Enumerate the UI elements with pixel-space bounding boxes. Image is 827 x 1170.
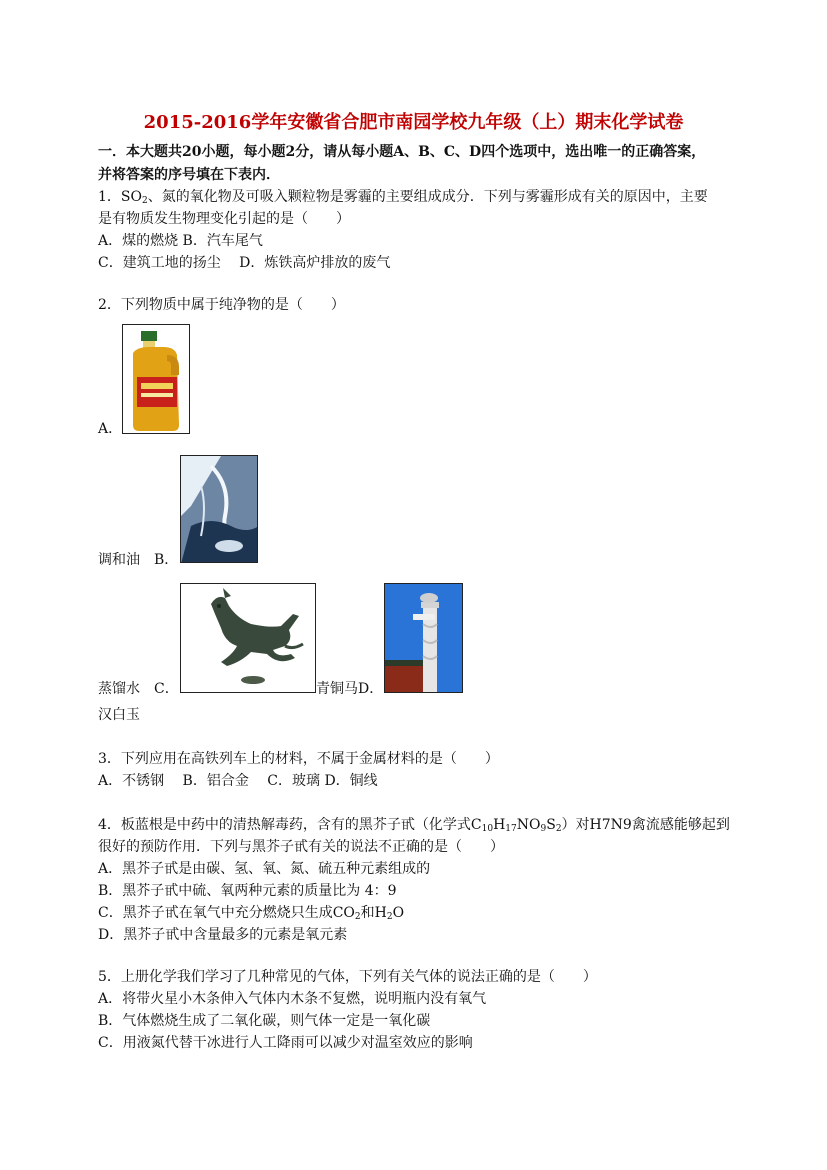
q4-option-c: C．黑芥子甙在氧气中充分燃烧只生成$CO_2$和$H_2O$ xyxy=(98,905,405,922)
q5-option-c: C．用液氮代替干冰进行人工降雨可以减少对温室效应的影响 xyxy=(98,1035,473,1051)
section-heading-line1: 一．本大题共20小题，每小题2分，请从每小题A、B、C、D四个选项中，选出唯一的正确答案， xyxy=(98,144,706,160)
q2-label-water-c: 蒸馏水 C． xyxy=(98,681,179,697)
q2-label-oil-b: 调和油 B． xyxy=(98,552,179,568)
section-heading-line2: 并将答案的序号填在下表内． xyxy=(98,167,280,183)
q4-stem-line2: 很好的预防作用．下列与黑芥子甙有关的说法不正确的是（ ） xyxy=(98,839,504,855)
q5-option-a: A．将带火星小木条伸入气体内木条不复燃，说明瓶内没有氧气 xyxy=(98,991,487,1007)
q3-options: A．不锈钢 B．铝合金 C．玻璃 D．铜线 xyxy=(98,773,378,789)
q1-options-ab: A．煤的燃烧 B．汽车尾气 xyxy=(98,233,263,249)
q4-option-b: B．黑芥子甙中硫、氧两种元素的质量比为 4：9 xyxy=(98,883,397,899)
q4-stem-line1: 4．板蓝根是中药中的清热解毒药，含有的黑芥子甙（化学式$C_{10}H_{17}NO_9S_2$）对H7N9禽流感能够起到 xyxy=(98,817,730,834)
q2-label-horse-d: 青铜马D． xyxy=(316,681,384,697)
q5-stem: 5．上册化学我们学习了几种常见的气体，下列有关气体的说法正确的是（ ） xyxy=(98,969,597,985)
q2-label-jade: 汉白玉 xyxy=(98,707,140,723)
q1-options-cd: C．建筑工地的扬尘 D．炼铁高炉排放的废气 xyxy=(98,255,391,271)
q4-option-a: A．黑芥子甙是由碳、氢、氧、氮、硫五种元素组成的 xyxy=(98,861,431,877)
q2-label-a: A． xyxy=(98,421,123,437)
q5-option-b: B．气体燃烧生成了二氧化碳，则气体一定是一氧化碳 xyxy=(98,1013,431,1029)
cooking-oil-image xyxy=(122,324,190,434)
white-jade-column-image xyxy=(384,583,463,693)
q1-stem-line1: 1．$SO_2$、氮的氧化物及可吸入颗粒物是雾霾的主要组成成分．下列与雾霾形成有关的原因中，主要 xyxy=(98,189,708,206)
q4-option-d: D．黑芥子甙中含量最多的元素是氧元素 xyxy=(98,927,348,943)
distilled-water-image xyxy=(180,455,258,563)
q1-stem-line2: 是有物质发生物理变化引起的是（ ） xyxy=(98,211,350,227)
q3-stem: 3．下列应用在高铁列车上的材料，不属于金属材料的是（ ） xyxy=(98,751,499,767)
q2-stem: 2．下列物质中属于纯净物的是（ ） xyxy=(98,297,345,313)
page-title: 2015-2016学年安徽省合肥市南园学校九年级（上）期末化学试卷 xyxy=(143,112,684,133)
bronze-horse-image xyxy=(180,583,316,693)
